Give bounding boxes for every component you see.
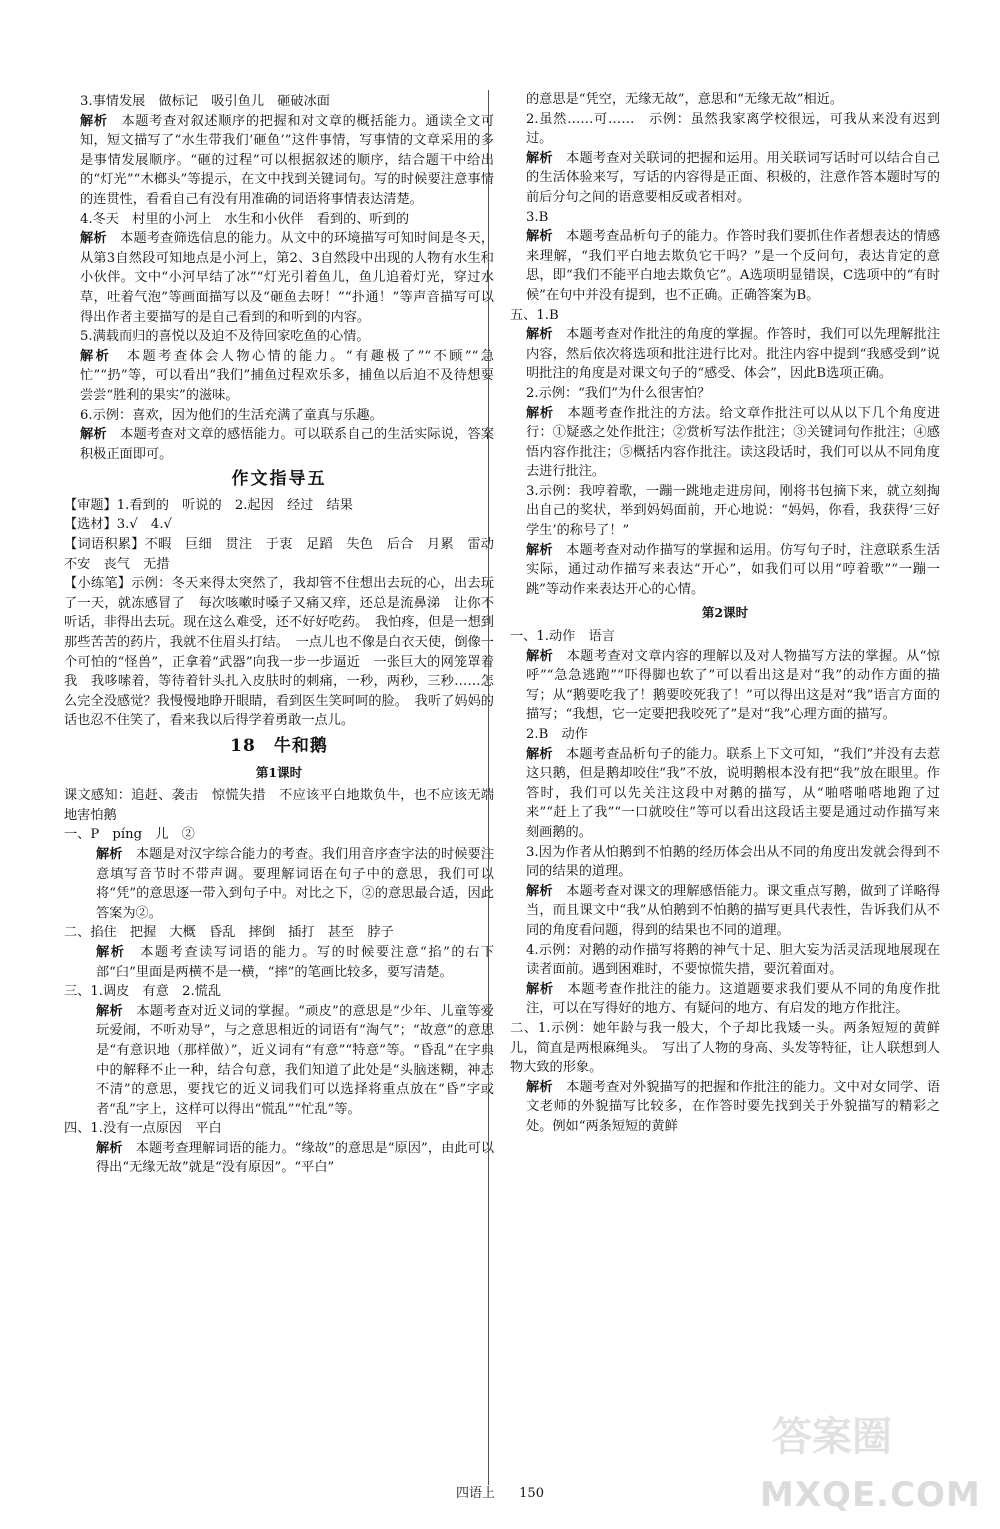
- answer-line: [64, 92, 494, 112]
- answer-line: [64, 574, 494, 731]
- paragraph-text: 3.B: [526, 209, 549, 225]
- paragraph-text: 本题考查对作批注的角度的掌握。作答时，我们可以先理解批注内容，然后依次将选项和批注进行比对。批注内容中提到“我感受到”说明批注的角度是对课文句子的“感受、体会”，因此B选项正确。: [526, 327, 941, 382]
- answer-line: [64, 210, 494, 230]
- lesson-sub-title: 第1课时: [255, 764, 303, 780]
- paragraph-text: 6.示例：喜欢，因为他们的生活充满了童真与乐趣。: [80, 407, 383, 423]
- analysis-label: 解析: [526, 229, 553, 245]
- analysis-label: 解析: [96, 846, 123, 862]
- paragraph-text: 3.事情发展 做标记 吸引鱼儿 砸破冰面: [80, 94, 330, 109]
- answer-line: [64, 535, 508, 574]
- paragraph-text: 本题考查品析句子的能力。作答时我们要抓住作者想表达的情感来理解，“我们平白地去欺负它干吗？”是一个反问句，表达肯定的意思，即“我们不能平白地去欺负它”。A选项明显错误，C选项中的“有时候”在句中并没有提到，也不正确。正确答案为B。: [526, 229, 941, 303]
- analysis-paragraph: [64, 229, 494, 327]
- paragraph-text: 本题考查对近义词的掌握。“顽皮”的意思是“少年、儿童等爱玩爱闹，不听劝导”，与之意思相近的词语有“淘气”；“故意”的意思是“有意识地（那样做）”，近义词有“有意”“特意”等。“昏乱”在字典中的解释不止一种，结合句意，我们知道了此处是“头脑迷糊，神志不清”的意思，要找它的近义词我们可以选择将重点放在“昏”字或者“乱”字上，这样可以得出“慌乱”“忙乱”等。: [96, 1003, 494, 1117]
- analysis-label: 解析: [526, 150, 553, 166]
- footer-subject: 四语上: [456, 1486, 496, 1501]
- paragraph-text: 本题考查对叙述顺序的把握和对文章的概括能力。通读全文可知，短文描写了“水生带我们‘砸鱼’”这件事情，写事情的文章采用的多是事情发展顺序。“砸的过程”可以根据叙述的顺序，结合题干中给出的“灯光”“木榔头”等提示，在文中找到关键词句。写的时候要注意事情的连贯性，看看自己有没有用准确的词语将事情表达清楚。: [80, 113, 495, 207]
- paragraph-text: 的意思是“凭空，无缘无故”，意思和“无缘无故”相近。: [526, 92, 844, 107]
- analysis-label: 解析: [526, 981, 554, 997]
- paragraph-text: 本题考查筛选信息的能力。从文中的环境描写可知时间是冬天，从第3自然段可知地点是小河上，第2、3自然段中出现的人物有水生和小伙伴。文中“小河早结了冰”“灯光引着鱼儿，鱼儿追着灯光，穿过水草，吐着气泡”等画面描写以及“砸鱼去呀！”“扑通！”等声音描写可以得出作者主要描写的是自己看到的和听到的内容。: [80, 231, 495, 325]
- paragraph-text: 二、掐住 把握 大概 昏乱 摔倒 插打 甚至 脖子: [64, 925, 394, 941]
- paragraph-text: 【选材】3.√ 4.√: [64, 517, 172, 533]
- paragraph-text: 三、1.调皮 有意 2.慌乱: [64, 984, 222, 1000]
- paragraph-text: 【审题】1.看到的 听说的 2.起因 经过 结果: [64, 497, 353, 513]
- paragraph-text: 【词语积累】不暇 巨细 贯注 于衷 足蹈 失色 后合 月累 雷动 不安 丧气 无措: [64, 537, 508, 572]
- answer-line: [510, 725, 940, 745]
- paragraph-text: 2.示例：“我们”为什么很害怕？: [526, 385, 711, 401]
- answer-line: [64, 496, 494, 516]
- answer-line: [510, 384, 940, 404]
- left-column: [64, 92, 508, 1178]
- answer-line: [64, 515, 494, 535]
- column-divider: [488, 90, 489, 1485]
- answer-line: [64, 825, 494, 845]
- analysis-paragraph: [510, 1078, 940, 1137]
- analysis-label: 解析: [526, 883, 553, 899]
- right-block-2: [510, 627, 940, 1136]
- paragraph-text: 课文感知：追赶、袭击 惊慌失措 不应该平白地欺负牛，也不应该无端地害怕鹅: [64, 788, 494, 823]
- analysis-paragraph: [510, 404, 940, 482]
- analysis-paragraph: [64, 845, 494, 923]
- paragraph-text: 2.B 动作: [526, 727, 588, 742]
- analysis-label: 解析: [96, 1140, 123, 1156]
- right-column: [510, 90, 940, 1136]
- analysis-label: 解析: [526, 648, 554, 664]
- lesson-sub-title-2: 第2课时: [701, 605, 749, 621]
- analysis-paragraph: [64, 112, 494, 210]
- answer-line: [64, 786, 494, 825]
- paragraph-text: 本题考查读写词语的能力。写的时候要注意“掐”的右下部“臼”里面是两横不是一横，“摔”的笔画比较多，要写清楚。: [96, 944, 495, 980]
- answer-line: [510, 627, 940, 647]
- paragraph-text: 本题考查对课文的理解感悟能力。课文重点写鹅，做到了详略得当，而且课文中“我”从怕鹅到不怕鹅的描写更具代表性，告诉我们从不同的角度看问题，得到的结果也不同的道理。: [526, 883, 941, 938]
- paragraph-text: 本题考查对外貌描写的把握和作批注的能力。文中对女同学、语文老师的外貌描写比较多，在作答时要先找到关于外貌描写的精彩之处。例如“两条短短的黄鲜: [526, 1079, 941, 1134]
- answer-line: [64, 406, 494, 426]
- answer-line: [64, 982, 494, 1002]
- paragraph-text: 一、P píng 儿 ②: [64, 827, 195, 843]
- answer-line: [510, 208, 940, 228]
- paragraph-text: 4.示例：对鹅的动作描写将鹅的神气十足、胆大妄为活灵活现地展现在读者面前。遇到困难时，不要惊慌失措，要沉着面对。: [526, 942, 940, 978]
- answer-line: [510, 1019, 940, 1078]
- paragraph-text: 一、1.动作 语言: [510, 629, 615, 645]
- left-block-1: [64, 92, 494, 464]
- analysis-paragraph: [64, 347, 494, 406]
- lesson-title: 18 牛和鹅: [230, 736, 328, 756]
- answer-line: [510, 90, 940, 110]
- analysis-paragraph: [64, 425, 494, 464]
- answer-line: [64, 1119, 494, 1139]
- analysis-label: 解析: [96, 944, 126, 960]
- answer-line: [510, 110, 940, 149]
- paragraph-text: 本题考查作批注的方法。给文章作批注可以从以下几个角度进行：①疑惑之处作批注；②赏析写法作批注；③关键词句作批注；④感悟内容作批注；⑤概括内容作批注。读这段话时，我们可以从不同角度去进行批注。: [526, 405, 941, 480]
- analysis-label: 解析: [96, 1003, 123, 1019]
- analysis-paragraph: [64, 1139, 494, 1178]
- analysis-paragraph: [64, 943, 494, 982]
- analysis-paragraph: [510, 882, 940, 941]
- analysis-paragraph: [510, 541, 940, 600]
- paragraph-text: 二、1.示例：她年龄与我一般大，个子却比我矮一头。两条短短的黄鲜儿，简直是两根麻绳头。 写出了人物的身高、头发等特征，让人联想到人物大致的形象。: [510, 1020, 940, 1076]
- analysis-paragraph: [510, 149, 940, 208]
- paragraph-text: 本题考查理解词语的能力。“缘故”的意思是“原因”，由此可以得出“无缘无故”就是“没有原因”。“平白”: [96, 1140, 495, 1176]
- paragraph-text: 本题考查品析句子的能力。联系上下文可知，“我们”并没有去惹这只鹅，但是鹅却咬住“我”不放，说明鹅根本没有把“我”放在眼里。作答时，我们可以先关注这段中对鹅的描写，从“啪嗒啪嗒地跑了过来”“赶上了我”“一口就咬住”等可以看出这段话主要是通过动作描写来刻画鹅的。: [526, 746, 941, 840]
- paragraph-text: 本题考查对文章内容的理解以及对人物描写方法的掌握。从“惊呼”“急急逃跑”“吓得脚也软了”可以看出这是对“我”的动作方面的描写；从“鹅要吃我了！鹅要咬死我了！”可以得出这是对“我”语言方面的描写；“我想，它一定要把我咬死了”是对“我”心理方面的描写。: [526, 648, 940, 723]
- watermark-text: MXQE.COM: [760, 1475, 981, 1515]
- analysis-paragraph: [510, 227, 940, 305]
- paragraph-text: 四、1.没有一点原因 平白: [64, 1121, 222, 1137]
- paragraph-text: 3.因为作者从怕鹅到不怕鹅的经历体会出从不同的角度出发就会得到不同的结果的道理。: [526, 844, 940, 880]
- answer-line: [510, 306, 940, 326]
- paragraph-text: 本题考查对动作描写的掌握和运用。仿写句子时，注意联系生活实际，通过动作描写来表达“开心”，如我们可以用“哼着歌”“一蹦一跳”等动作来表达开心的心情。: [526, 542, 941, 597]
- analysis-label: 解析: [526, 405, 554, 421]
- analysis-label: 解析: [80, 348, 112, 364]
- analysis-label: 解析: [526, 327, 553, 343]
- analysis-label: 解析: [80, 427, 107, 443]
- right-block-1: [510, 90, 940, 599]
- paragraph-text: 本题考查作批注的能力。这道题要求我们要从不同的角度作批注，可以在写得好的地方、有疑问的地方、有启发的地方作批注。: [526, 981, 941, 1017]
- watermark-logo-glyphs: 答案圈: [772, 1414, 892, 1460]
- answer-line: [510, 941, 940, 980]
- paragraph-text: 本题考查对文章的感悟能力。可以联系自己的生活实际说，答案积极正面即可。: [80, 427, 495, 462]
- page-number: 150: [519, 1486, 544, 1501]
- analysis-label: 解析: [80, 231, 107, 247]
- analysis-label: 解析: [526, 746, 553, 762]
- analysis-paragraph: [510, 325, 940, 384]
- paragraph-text: 3.示例：我哼着歌，一蹦一跳地走进房间，刚将书包摘下来，就立刻掏出自己的奖状，举到妈妈面前，开心地说：“妈妈，你看，我获得‘三好学生’的称号了！”: [526, 483, 940, 539]
- analysis-paragraph: [510, 745, 940, 843]
- paragraph-text: 5.满载而归的喜悦以及迫不及待回家吃鱼的心情。: [80, 329, 370, 345]
- analysis-paragraph: [510, 980, 940, 1019]
- answer-line: [510, 482, 940, 541]
- answer-line: [64, 923, 494, 943]
- analysis-paragraph: [64, 1002, 494, 1120]
- analysis-paragraph: [510, 647, 940, 725]
- answer-line: [64, 327, 494, 347]
- left-block-2: [64, 496, 508, 731]
- paragraph-text: 本题是对汉字综合能力的考查。我们用音序查字法的时候要注意填写音节时不带声调。要理解词语在句子中的意思，我们可以将“凭”的意思逐一带入到句子中。对比之下，②的意思最合适，因此答案为②。: [96, 846, 495, 921]
- analysis-label: 解析: [526, 542, 553, 558]
- analysis-label: 解析: [526, 1079, 553, 1095]
- paragraph-text: 【小练笔】示例：冬天来得太突然了，我却管不住想出去玩的心，出去玩了一天，就冻感冒了 每次咳嗽时嗓子又痛又痒，还总是流鼻涕 让你不听话，非得出去玩。现在这么难受，还不好好吃药。 我怕疼，但是一想到那些苦苦的药片，我就不住眉头打结。 一点儿也不像是白衣天使，倒像一个可怕的“怪兽”，正拿着“武器”向我一步一步逼近 一张巨大的网笼罩着我 我哆嗦着，等待着针头扎入皮肤时的刺痛，一秒，两秒，三秒……怎么完全没感觉？我慢慢地睁开眼睛，看到医生笑呵呵的脸。 我听了妈妈的话也忍不住笑了，看来我以后得学着勇敢一点儿。: [64, 576, 494, 729]
- analysis-label: 解析: [80, 113, 108, 129]
- section-title: 作文指导五: [231, 469, 327, 490]
- paragraph-text: 本题考查体会人物心情的能力。“有趣极了”“不顾”“急忙”“扔”等，可以看出“我们”捕鱼过程欢乐多，捕鱼以后迫不及待想要尝尝“胜利的果实”的滋味。: [80, 348, 494, 403]
- paragraph-text: 2.虽然……可…… 示例：虽然我家离学校很远，可我从来没有迟到过。: [526, 111, 940, 147]
- paragraph-text: 五、1.B: [510, 307, 559, 323]
- paragraph-text: 本题考查对关联词的把握和运用。用关联词写话时可以结合自己的生活体验来写，写话的内容得是正面、积极的，注意作答本题时写的前后分句之间的语意要相反或者相对。: [526, 150, 941, 205]
- paragraph-text: 4.冬天 村里的小河上 水生和小伙伴 看到的、听到的: [80, 211, 410, 227]
- left-block-3: [64, 786, 494, 1178]
- answer-line: [510, 843, 940, 882]
- watermark-logo: [752, 1405, 982, 1515]
